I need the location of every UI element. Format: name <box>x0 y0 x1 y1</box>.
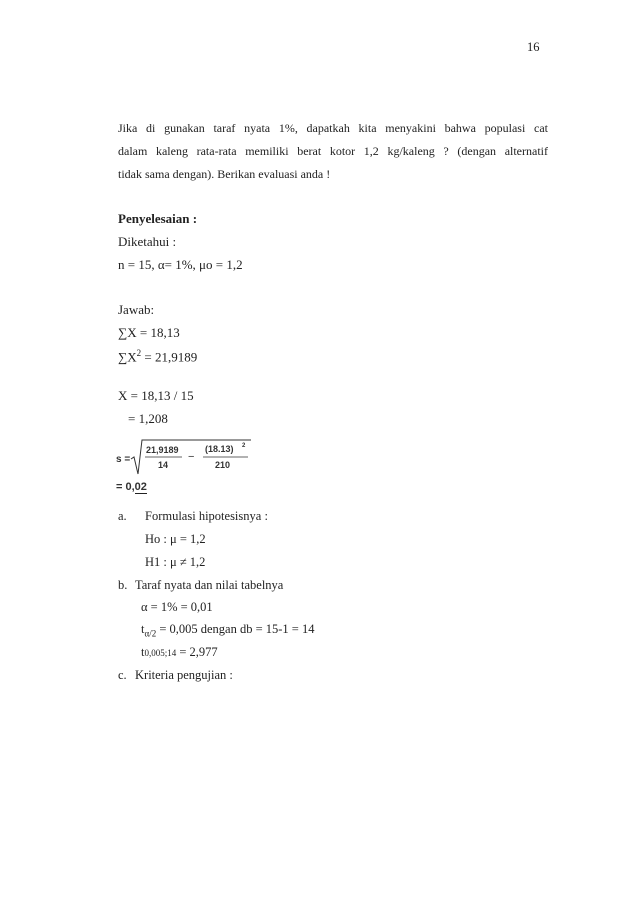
mean-line-1: X = 18,13 / 15 <box>118 388 194 403</box>
mean-line-2: = 1,208 <box>128 411 168 426</box>
s-result-prefix: = 0, <box>116 481 135 493</box>
t-value-line <box>141 645 218 660</box>
t-value-rest: = 2,977 <box>176 645 218 659</box>
step-c-label: c. <box>118 668 127 682</box>
known-values: n = 15, α= 1%, μo = 1,2 <box>118 257 243 272</box>
s-result-underlined: 02 <box>134 481 147 493</box>
formula-s-label: s = <box>116 454 131 465</box>
hypothesis-h0: Ho : μ = 1,2 <box>145 532 206 546</box>
t-alpha-line <box>141 622 315 639</box>
answer-label: Jawab: <box>118 302 155 317</box>
step-b-text: Taraf nyata dan nilai tabelnya <box>135 578 284 592</box>
hypothesis-h1: H1 : μ ≠ 1,2 <box>145 555 206 569</box>
sum-x2-value: = 21,9189 <box>141 349 198 365</box>
formula-num1: 21,9189 <box>146 445 179 455</box>
question-line: dalam kaleng rata-rata memiliki berat kotor 1,2 kg/kaleng ? (dengan alternatif <box>118 144 548 158</box>
t-alpha-prefix: t <box>141 622 145 636</box>
formula-num2-exponent: 2 <box>242 443 246 449</box>
std-dev-formula <box>116 438 252 478</box>
page-number: 16 <box>527 40 540 54</box>
step-c-text: Kriteria pengujian : <box>135 668 233 682</box>
question-line: Jika di gunakan taraf nyata 1%, dapatkah kita menyakini bahwa populasi cat <box>118 121 548 135</box>
sum-x2-exponent: 2 <box>136 348 142 358</box>
formula-den2: 210 <box>215 460 231 470</box>
s-result <box>116 481 147 493</box>
sum-x2-prefix: ∑X <box>118 349 137 365</box>
step-a-text: Formulasi hipotesisnya : <box>145 509 268 523</box>
formula-num2: (18.13) <box>205 444 234 454</box>
formula-den1: 14 <box>158 460 169 470</box>
known-label: Diketahui : <box>118 234 177 249</box>
t-value-subscript: 0,005;14 <box>144 648 177 658</box>
sum-x: ∑X = 18,13 <box>118 325 180 340</box>
question-paragraph <box>118 117 548 186</box>
t-alpha-rest: = 0,005 dengan db = 15-1 = 14 <box>156 622 315 636</box>
formula-minus: − <box>188 451 195 463</box>
step-b-label: b. <box>118 578 128 592</box>
solution-heading: Penyelesaian : <box>118 211 198 226</box>
t-alpha-subscript: α/2 <box>144 628 157 639</box>
alpha-value: α = 1% = 0,01 <box>141 600 213 614</box>
question-line: tidak sama dengan). Berikan evaluasi anda ! <box>118 167 331 181</box>
step-a-label: a. <box>118 509 127 523</box>
t-value-prefix: t <box>141 645 145 659</box>
sum-x-squared <box>118 348 197 365</box>
